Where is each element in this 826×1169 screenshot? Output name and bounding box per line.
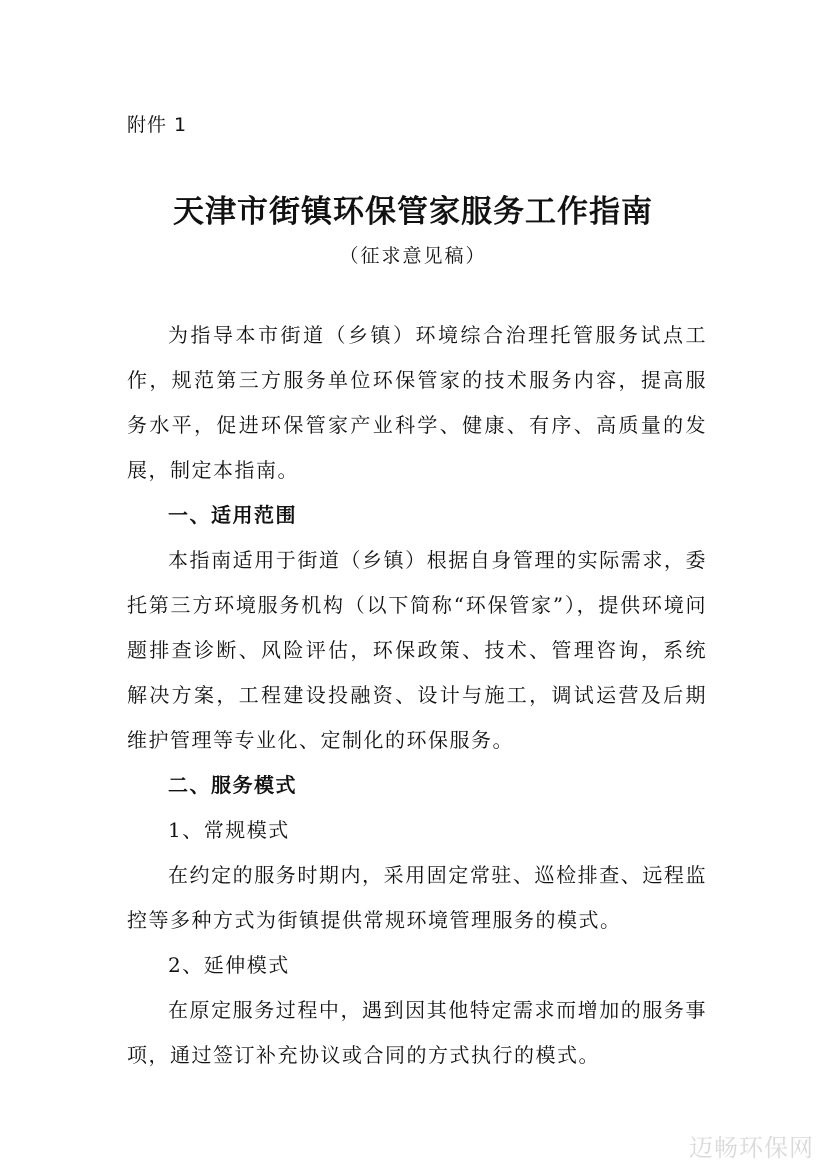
- mode-regular-title: 1、常规模式: [168, 818, 290, 842]
- document-title: 天津市街镇环保管家服务工作指南: [173, 194, 653, 230]
- section-heading-service-mode: 二、服务模式: [168, 773, 297, 797]
- section-heading-scope: 一、适用范围: [168, 503, 297, 527]
- mode-extended-paragraph: 在原定服务过程中，遇到因其他特定需求而增加的服务事项，通过签订补充协议或合同的方式执行的模式。: [127, 998, 707, 1067]
- watermark: 迈畅环保网: [689, 1134, 814, 1162]
- document-body: [127, 313, 707, 1078]
- document-subtitle: （征求意见稿）: [339, 245, 487, 267]
- intro-paragraph: 为指导本市街道（乡镇）环境综合治理托管服务试点工作，规范第三方服务单位环保管家的技术服务内容，提高服务水平，促进环保管家产业科学、健康、有序、高质量的发展，制定本指南。: [127, 323, 707, 482]
- attachment-label: 附件 1: [127, 114, 188, 136]
- scope-paragraph: 本指南适用于街道（乡镇）根据自身管理的实际需求，委托第三方环境服务机构（以下简称“环保管家”），提供环境问题排查诊断、风险评估，环保政策、技术、管理咨询，系统解决方案，工程建设投融资、设计与施工，调试运营及后期维护管理等专业化、定制化的环保服务。: [127, 548, 707, 752]
- mode-extended-title: 2、延伸模式: [168, 953, 290, 977]
- mode-regular-paragraph: 在约定的服务时期内，采用固定常驻、巡检排查、远程监控等多种方式为街镇提供常规环境管理服务的模式。: [127, 863, 707, 932]
